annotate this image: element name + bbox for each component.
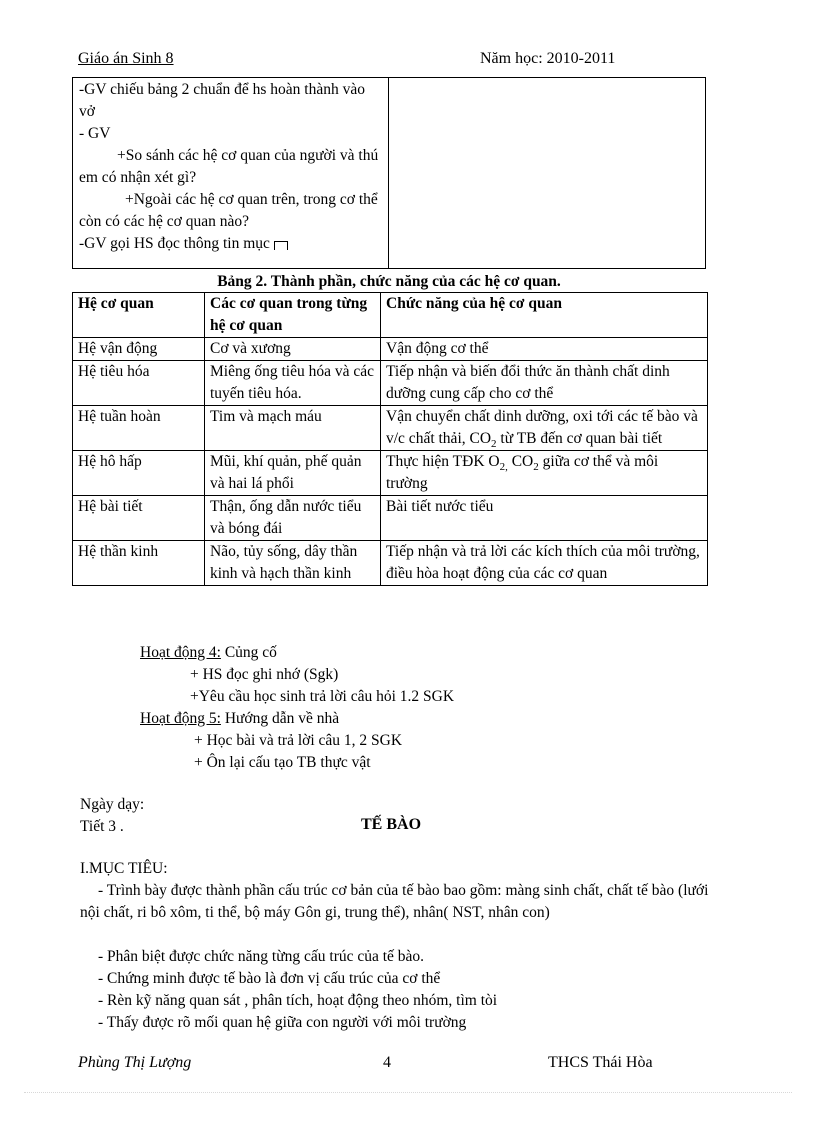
table-row: [73, 338, 708, 361]
activity-item: + Học bài và trả lời câu 1, 2 SGK: [194, 732, 403, 749]
subscript: 2,: [499, 461, 508, 474]
teacher-activity-column: [79, 79, 384, 255]
column-divider: [388, 78, 389, 268]
function-text: Vận chuyển chất dinh dưỡng, oxi tới các tế bào và v/c chất thải, CO: [386, 408, 698, 447]
system-cell: Hệ vận động: [73, 338, 205, 361]
system-cell: Hệ bài tiết: [73, 496, 205, 541]
function-cell: [381, 406, 708, 451]
header-cell: Hệ cơ quan: [73, 293, 205, 338]
function-cell: Tiếp nhận và trả lời các kích thích của môi trường, điều hòa hoạt động của các cơ quan: [381, 541, 708, 586]
function-text: từ TB đến cơ quan bài tiết: [496, 430, 663, 447]
footer-author: Phùng Thị Lượng: [78, 1054, 192, 1071]
system-cell: Hệ tiêu hóa: [73, 361, 205, 406]
objective-item: - Rèn kỹ năng quan sát , phân tích, hoạt động theo nhóm, tìm tòi: [98, 992, 498, 1009]
activity-title: Hướng dẫn về nhà: [220, 710, 340, 727]
activity-label: Hoạt động 5:: [140, 710, 221, 727]
activity-box: [72, 77, 706, 269]
header-cell: Chức năng của hệ cơ quan: [381, 293, 708, 338]
organs-cell: Thận, ống dẫn nước tiểu và bóng đái: [205, 496, 381, 541]
header-cell: Các cơ quan trong từng hệ cơ quan: [205, 293, 381, 338]
header-school-year: Năm học: 2010-2011: [480, 50, 616, 67]
function-cell: Tiếp nhận và biến đổi thức ăn thành chất dinh dưỡng cung cấp cho cơ thể: [381, 361, 708, 406]
box-line: [79, 233, 384, 255]
table-header-row: [73, 293, 708, 338]
function-text: Thực hiện TĐK O: [386, 453, 500, 470]
activity-item: + HS đọc ghi nhớ (Sgk): [190, 666, 339, 683]
activity-title: Củng cố: [220, 644, 277, 661]
table-row: [73, 451, 708, 496]
objective-item: - Trình bày được thành phần cấu trúc cơ bản của tế bào bao gồm: màng sinh chất, chất tế bào (lưới nội chất, ri bô xôm, ti thể, bộ máy Gôn gi, trung thể), nhân( NST, nhân con): [80, 882, 709, 921]
lesson-period: Tiết 3 .: [80, 818, 124, 835]
objective-item: - Phân biệt được chức năng từng cấu trúc của tế bào.: [98, 948, 425, 965]
function-text: CO: [507, 453, 534, 470]
table-row: [73, 406, 708, 451]
activity-label: Hoạt động 4:: [140, 644, 221, 661]
table-row: [73, 541, 708, 586]
table-row: [73, 361, 708, 406]
objective-item: - Chứng minh được tế bào là đơn vị cấu trúc của cơ thể: [98, 970, 441, 987]
footer-page-number: 4: [383, 1054, 391, 1071]
organs-cell: Miêng ống tiêu hóa và các tuyến tiêu hóa.: [205, 361, 381, 406]
box-line: +Ngoài các hệ cơ quan trên, trong cơ thể còn có các hệ cơ quan nào?: [79, 191, 378, 230]
lesson-title: TẾ BÀO: [361, 816, 422, 833]
organs-cell: Cơ và xương: [205, 338, 381, 361]
function-cell: Bài tiết nước tiểu: [381, 496, 708, 541]
footer-school: THCS Thái Hòa: [548, 1054, 653, 1071]
organs-cell: Não, tủy sống, dây thần kinh và hạch thần kinh: [205, 541, 381, 586]
organ-systems-table: [72, 292, 708, 586]
box-line: +So sánh các hệ cơ quan của người và thú em có nhận xét gì?: [79, 147, 379, 186]
subscript: 2: [533, 461, 539, 474]
activity-5-heading: [140, 708, 339, 730]
box-line: - GV: [79, 125, 111, 142]
activity-item: +Yêu cầu học sinh trả lời câu hỏi 1.2 SGK: [190, 688, 455, 705]
activity-4-heading: [140, 642, 277, 664]
system-cell: Hệ hô hấp: [73, 451, 205, 496]
function-cell: Vận động cơ thể: [381, 338, 708, 361]
subscript: 2: [491, 438, 497, 451]
activity-item: + Ôn lại cấu tạo TB thực vật: [194, 754, 371, 771]
page-bottom-divider: [24, 1092, 792, 1093]
objective-item: - Thấy được rõ mối quan hệ giữa con người với môi trường: [98, 1014, 467, 1031]
organs-cell: Mũi, khí quản, phế quản và hai lá phổi: [205, 451, 381, 496]
table-caption: Bảng 2. Thành phần, chức năng của các hệ cơ quan.: [217, 273, 561, 290]
teaching-date-label: Ngày dạy:: [80, 796, 145, 813]
box-line-text: -GV gọi HS đọc thông tin mục: [79, 235, 270, 252]
function-text: giữa cơ thể và môi trường: [386, 453, 659, 492]
objectives-heading: I.MỤC TIÊU:: [80, 860, 168, 877]
table-row: [73, 496, 708, 541]
header-subject: Giáo án Sinh 8: [78, 50, 174, 67]
function-cell: [381, 451, 708, 496]
box-symbol-icon: [274, 241, 288, 250]
box-line: -GV chiếu bảng 2 chuẩn để hs hoàn thành vào vở: [79, 81, 365, 120]
organs-cell: Tim và mạch máu: [205, 406, 381, 451]
system-cell: Hệ tuần hoàn: [73, 406, 205, 451]
system-cell: Hệ thần kinh: [73, 541, 205, 586]
